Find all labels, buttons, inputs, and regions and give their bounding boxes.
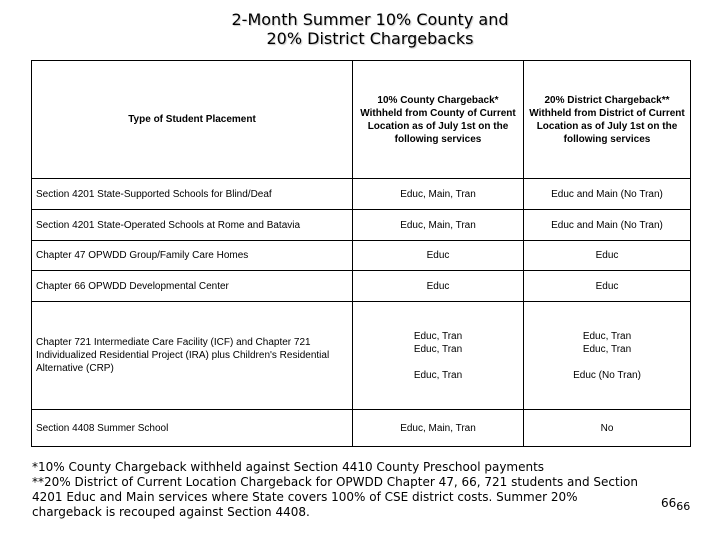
page-number-main: 66 [661, 496, 677, 510]
table-row [32, 302, 691, 410]
row-placement: Chapter 47 OPWDD Group/Family Care Homes [32, 241, 353, 271]
header-county-chargeback: 10% County Chargeback* Withheld from County of Current Location as of July 1st on the following services [353, 61, 524, 179]
table-row [32, 271, 691, 302]
footnote-district-line-3: chargeback is recouped against Section 4408. [32, 505, 310, 519]
row-district-services: Educ [524, 271, 691, 302]
page-title-line-2: 20% District Chargebacks [266, 29, 474, 48]
row-county-services: Educ, Main, Tran [353, 410, 524, 447]
district-service-line: Educ, Tran [582, 330, 632, 342]
chargeback-table [31, 60, 691, 447]
table-row [32, 410, 691, 447]
row-district-services: Educ [524, 241, 691, 271]
table-row [32, 210, 691, 241]
row-placement: Section 4201 State-Supported Schools for Blind/Deaf [32, 179, 353, 210]
row-placement: Chapter 721 Intermediate Care Facility (ICF) and Chapter 721 Individualized Residential Project (IRA) plus Children's Residential Alternative (CRP) [32, 302, 353, 410]
row-placement: Section 4201 State-Operated Schools at Rome and Batavia [32, 210, 353, 241]
table-row [32, 179, 691, 210]
row-district-services: No [524, 410, 691, 447]
footnote-district-line-1: **20% District of Current Location Chargeback for OPWDD Chapter 47, 66, 721 students and Section [32, 475, 639, 489]
page-title-line-1: 2-Month Summer 10% County and [231, 10, 509, 29]
row-county-services: Educ, Main, Tran [353, 179, 524, 210]
county-service-line: Educ, Tran [413, 369, 463, 381]
row-county-services: Educ [353, 241, 524, 271]
row-placement: Chapter 66 OPWDD Developmental Center [32, 271, 353, 302]
district-service-line: Educ, Tran [582, 343, 632, 355]
page-title [0, 10, 720, 48]
county-service-line: Educ, Tran [413, 330, 463, 342]
row-placement: Section 4408 Summer School [32, 410, 353, 447]
header-district-chargeback: 20% District Chargeback** Withheld from District of Current Location as of July 1st on the following services [524, 61, 691, 179]
row-county-services [353, 302, 524, 410]
line-gap [528, 356, 686, 369]
table-row [32, 241, 691, 271]
row-county-services: Educ, Main, Tran [353, 210, 524, 241]
table-header-row [32, 61, 691, 179]
footnote-district-line-2: 4201 Educ and Main services where State covers 100% of CSE district costs. Summer 20% [32, 490, 578, 504]
footnotes [32, 460, 672, 520]
row-district-services [524, 302, 691, 410]
line-gap [357, 356, 519, 369]
footnote-county: *10% County Chargeback withheld against Section 4410 County Preschool payments [32, 460, 545, 474]
header-placement: Type of Student Placement [32, 61, 353, 179]
row-district-services: Educ and Main (No Tran) [524, 210, 691, 241]
page-number-sub: 66 [676, 500, 691, 513]
district-service-line: Educ (No Tran) [573, 369, 641, 381]
row-county-services: Educ [353, 271, 524, 302]
row-district-services: Educ and Main (No Tran) [524, 179, 691, 210]
page-number [661, 496, 691, 513]
county-service-line: Educ, Tran [413, 343, 463, 355]
